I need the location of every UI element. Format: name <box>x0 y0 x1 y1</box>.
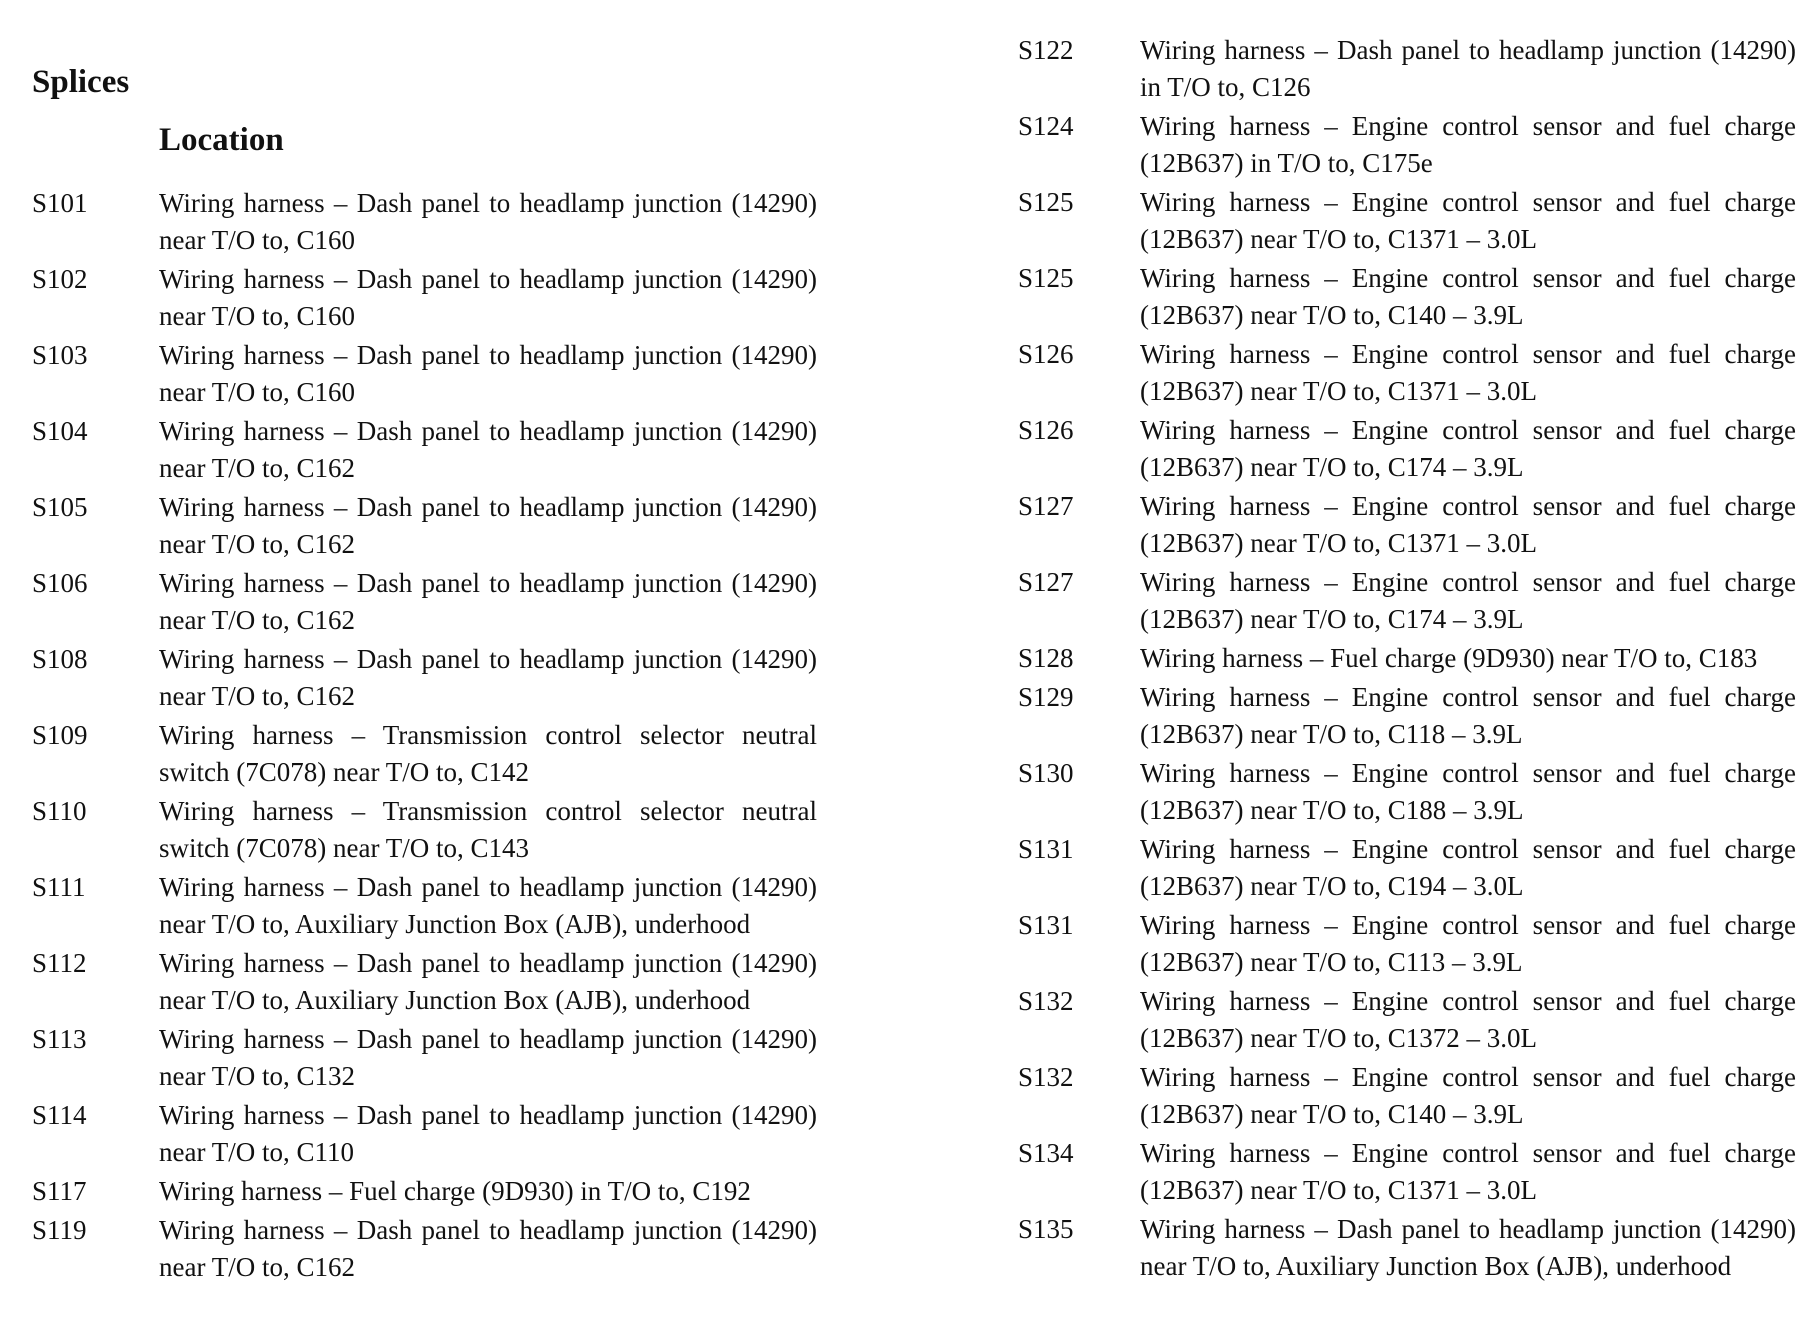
splice-location: Wiring harness – Engine control sensor and fuel charge (12B637) near T/O to, C174 – 3.9L <box>1140 567 1796 634</box>
splice-location: Wiring harness – Transmission control selector neutral switch (7C078) near T/O to, C143 <box>159 796 817 863</box>
splice-location: Wiring harness – Engine control sensor and fuel charge (12B637) near T/O to, C1371 – 3.0L <box>1140 339 1796 406</box>
splice-location: Wiring harness – Dash panel to headlamp junction (14290) near T/O to, C162 <box>159 1215 817 1282</box>
splice-location: Wiring harness – Engine control sensor and fuel charge (12B637) near T/O to, C1371 – 3.0L <box>1140 1138 1796 1205</box>
splice-entry <box>32 337 817 411</box>
splice-location: Wiring harness – Engine control sensor and fuel charge (12B637) near T/O to, C140 – 3.9L <box>1140 263 1796 330</box>
splice-code: S129 <box>1018 682 1074 712</box>
splice-code: S132 <box>1018 1062 1074 1092</box>
splice-location: Wiring harness – Dash panel to headlamp junction (14290) near T/O to, Auxiliary Junction Box (AJB), underhood <box>1140 1214 1796 1281</box>
splice-entry <box>32 793 817 867</box>
splice-entry <box>32 185 817 259</box>
splice-location: Wiring harness – Fuel charge (9D930) near T/O to, C183 <box>1140 643 1758 673</box>
splice-entry <box>1018 1135 1796 1209</box>
splice-location: Wiring harness – Dash panel to headlamp junction (14290) near T/O to, Auxiliary Junction Box (AJB), underhood <box>159 872 817 939</box>
splice-code: S111 <box>32 872 86 902</box>
splice-entry <box>1018 1059 1796 1133</box>
splice-location: Wiring harness – Engine control sensor and fuel charge (12B637) near T/O to, C194 – 3.0L <box>1140 834 1796 901</box>
splice-location: Wiring harness – Dash panel to headlamp junction (14290) near T/O to, C162 <box>159 416 817 483</box>
splice-entry <box>1018 108 1796 182</box>
splice-code: S134 <box>1018 1138 1074 1168</box>
right-splice-list <box>1018 32 1796 1287</box>
splice-location: Wiring harness – Engine control sensor and fuel charge (12B637) in T/O to, C175e <box>1140 111 1796 178</box>
splice-code: S108 <box>32 644 88 674</box>
section-title: Splices <box>32 64 130 100</box>
splice-entry <box>1018 679 1796 753</box>
splice-code: S125 <box>1018 263 1074 293</box>
splice-location: Wiring harness – Engine control sensor and fuel charge (12B637) near T/O to, C1372 – 3.0L <box>1140 986 1796 1053</box>
splice-location: Wiring harness – Dash panel to headlamp junction (14290) near T/O to, C162 <box>159 568 817 635</box>
splice-entry <box>1018 640 1796 677</box>
splice-entry <box>32 565 817 639</box>
splice-entry <box>1018 412 1796 486</box>
splice-location: Wiring harness – Engine control sensor and fuel charge (12B637) near T/O to, C174 – 3.9L <box>1140 415 1796 482</box>
splice-entry <box>32 489 817 563</box>
splice-entry <box>32 1173 817 1210</box>
splice-location: Wiring harness – Dash panel to headlamp junction (14290) near T/O to, C132 <box>159 1024 817 1091</box>
splice-entry <box>1018 260 1796 334</box>
splice-code: S127 <box>1018 491 1074 521</box>
splice-code: S103 <box>32 340 88 370</box>
splice-entry <box>32 1021 817 1095</box>
splice-code: S101 <box>32 188 88 218</box>
splice-entry <box>1018 983 1796 1057</box>
splice-location: Wiring harness – Dash panel to headlamp junction (14290) near T/O to, C162 <box>159 492 817 559</box>
splice-code: S126 <box>1018 339 1074 369</box>
splice-code: S132 <box>1018 986 1074 1016</box>
splice-entry <box>32 413 817 487</box>
splice-code: S131 <box>1018 834 1074 864</box>
splice-entry <box>32 1097 817 1171</box>
splice-code: S135 <box>1018 1214 1074 1244</box>
splice-entry <box>1018 831 1796 905</box>
splice-code: S125 <box>1018 187 1074 217</box>
splice-location: Wiring harness – Engine control sensor and fuel charge (12B637) near T/O to, C113 – 3.9L <box>1140 910 1796 977</box>
splice-code: S110 <box>32 796 87 826</box>
splice-location: Wiring harness – Fuel charge (9D930) in T/O to, C192 <box>159 1176 751 1206</box>
splice-code: S117 <box>32 1176 87 1206</box>
splice-location: Wiring harness – Transmission control selector neutral switch (7C078) near T/O to, C142 <box>159 720 817 787</box>
splice-code: S124 <box>1018 111 1074 141</box>
splice-entry <box>1018 336 1796 410</box>
splice-code: S128 <box>1018 643 1074 673</box>
splice-location: Wiring harness – Dash panel to headlamp junction (14290) near T/O to, C160 <box>159 188 817 255</box>
splice-entry <box>32 261 817 335</box>
splice-location: Wiring harness – Dash panel to headlamp junction (14290) near T/O to, C160 <box>159 340 817 407</box>
splice-code: S131 <box>1018 910 1074 940</box>
splice-code: S112 <box>32 948 87 978</box>
splice-code: S119 <box>32 1215 87 1245</box>
splice-code: S104 <box>32 416 88 446</box>
splice-entry <box>1018 907 1796 981</box>
splice-entry <box>1018 488 1796 562</box>
splice-location: Wiring harness – Dash panel to headlamp junction (14290) near T/O to, Auxiliary Junction Box (AJB), underhood <box>159 948 817 1015</box>
splice-code: S113 <box>32 1024 87 1054</box>
splice-location: Wiring harness – Engine control sensor and fuel charge (12B637) near T/O to, C188 – 3.9L <box>1140 758 1796 825</box>
splice-entry <box>32 717 817 791</box>
splice-location: Wiring harness – Dash panel to headlamp junction (14290) near T/O to, C110 <box>159 1100 817 1167</box>
splice-entry <box>32 869 817 943</box>
splice-entry <box>32 945 817 1019</box>
splice-entry <box>32 1212 817 1286</box>
splice-code: S126 <box>1018 415 1074 445</box>
splice-code: S102 <box>32 264 88 294</box>
splice-entry <box>1018 755 1796 829</box>
splice-entry <box>1018 184 1796 258</box>
splice-location: Wiring harness – Engine control sensor and fuel charge (12B637) near T/O to, C140 – 3.9L <box>1140 1062 1796 1129</box>
splice-code: S127 <box>1018 567 1074 597</box>
splice-entry <box>1018 564 1796 638</box>
left-splice-list <box>32 185 817 1288</box>
splice-code: S105 <box>32 492 88 522</box>
splice-code: S122 <box>1018 35 1074 65</box>
splice-location: Wiring harness – Engine control sensor and fuel charge (12B637) near T/O to, C118 – 3.9L <box>1140 682 1796 749</box>
splice-location: Wiring harness – Engine control sensor and fuel charge (12B637) near T/O to, C1371 – 3.0L <box>1140 187 1796 254</box>
splice-entry <box>1018 32 1796 106</box>
location-heading: Location <box>159 122 284 158</box>
splice-location: Wiring harness – Dash panel to headlamp junction (14290) near T/O to, C160 <box>159 264 817 331</box>
splice-entry <box>1018 1211 1796 1285</box>
splice-code: S106 <box>32 568 88 598</box>
splice-code: S130 <box>1018 758 1074 788</box>
splice-entry <box>32 641 817 715</box>
splice-location: Wiring harness – Dash panel to headlamp junction (14290) in T/O to, C126 <box>1140 35 1796 102</box>
splice-location: Wiring harness – Dash panel to headlamp junction (14290) near T/O to, C162 <box>159 644 817 711</box>
splice-location: Wiring harness – Engine control sensor and fuel charge (12B637) near T/O to, C1371 – 3.0L <box>1140 491 1796 558</box>
splice-code: S114 <box>32 1100 87 1130</box>
splice-code: S109 <box>32 720 88 750</box>
